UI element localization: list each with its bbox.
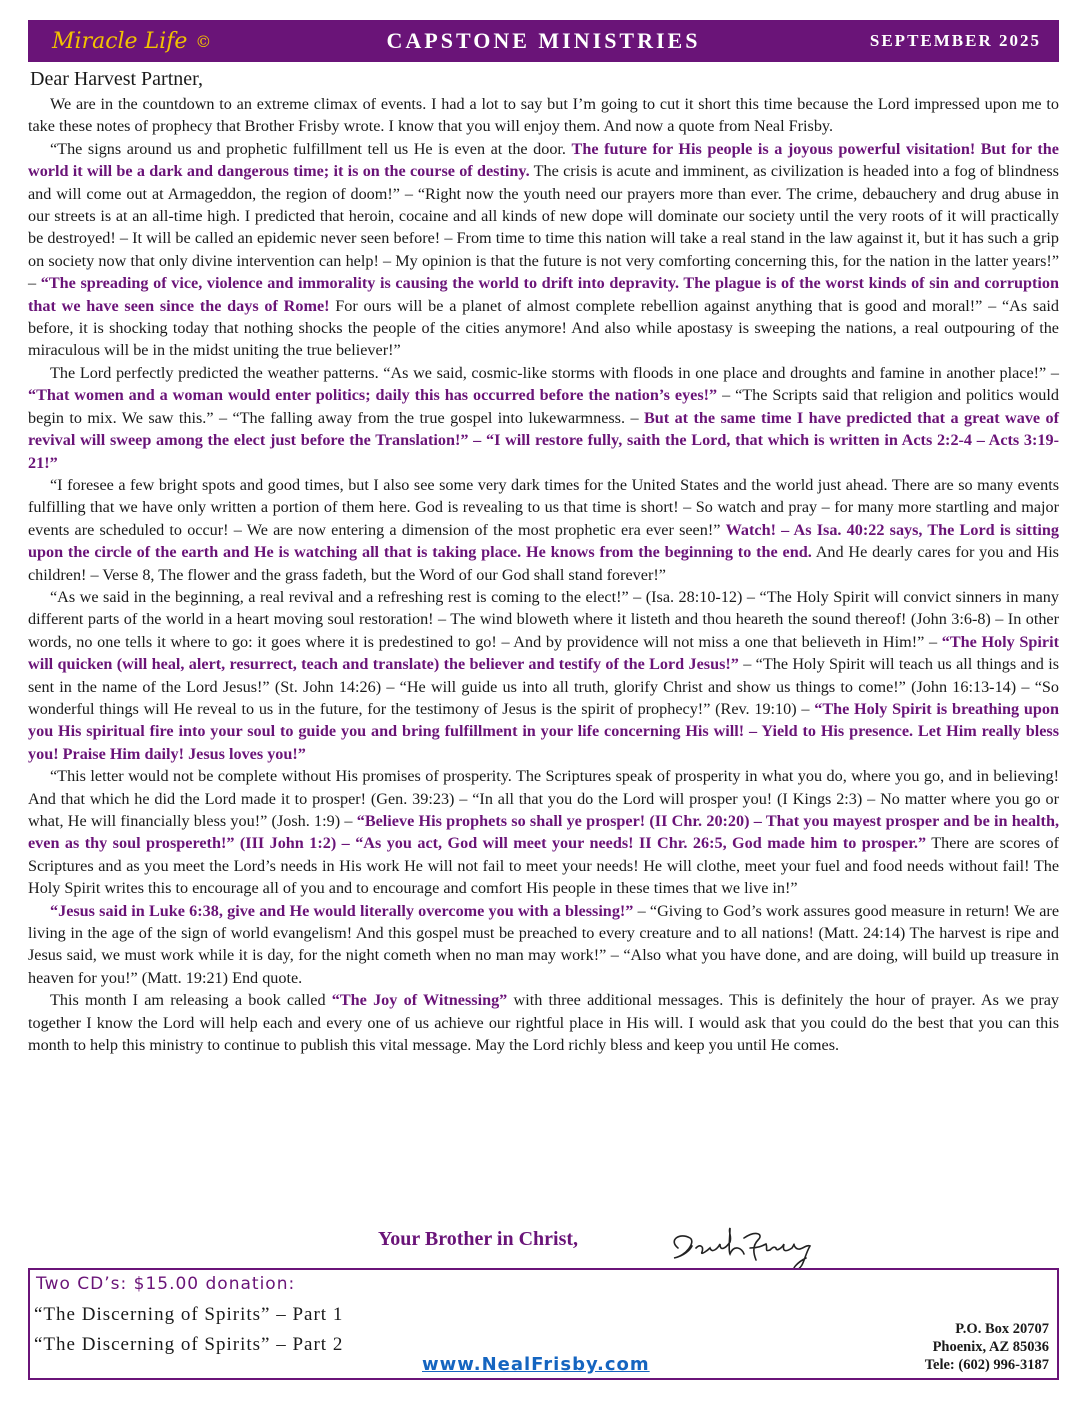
paragraph-text: This month I am releasing a book called: [50, 991, 332, 1010]
paragraph-text: with three additional messages. This is definitely the hour of prayer. As we pray together I know the Lord will help each and every one of us achieve our rightful place in His will. I would ask that you could do the best that you can this month to help this ministry to continue to publish this vital message. May the Lord richly bless and keep you until He comes.: [28, 991, 1059, 1055]
paragraph-text: We are in the countdown to an extreme climax of events. I had a lot to say but I’m going to cut it short this time because the Lord impressed upon me to take these notes of prophecy that Brother Frisby wrote. I know that you will enjoy them. And now a quote from Neal Frisby.: [28, 95, 1059, 136]
paragraph-text: The Lord perfectly predicted the weather patterns. “As we said, cosmic-like storms with floods in one place and droughts and famine in another place!” –: [50, 363, 1059, 382]
cd-item-1: “The Discerning of Spirits” – Part 1: [34, 1304, 344, 1325]
footer-box: [28, 1268, 1059, 1380]
highlighted-quote: “Believe His prophets so shall ye prosper! (II Chr. 20:20) – That you mayest prosper and be in health, even as thy soul prospereth!” (III John 1:2) – “As you act, God will meet your needs! II Chr. 26:5, God made him to prosper.”: [28, 812, 1059, 853]
letter-paragraphs: [28, 93, 1059, 1056]
header-bar: [28, 20, 1059, 62]
highlighted-quote: “The Joy of Witnessing”: [331, 991, 508, 1010]
paragraph-text: – “The Scripts said that religion and politics would begin to mix. We saw this.” – “The falling away from the true gospel into lukewarmness. –: [28, 386, 1059, 427]
address-line: Phoenix, AZ 85036: [932, 1339, 1049, 1355]
handwritten-signature: [660, 1226, 860, 1270]
organization-title: CAPSTONE MINISTRIES: [386, 28, 701, 53]
paragraph: [28, 138, 1059, 362]
highlighted-quote: “The Holy Spirit will quicken (will heal, alert, resurrect, teach and translate) the believer and testify of the Lord Jesus!”: [28, 632, 1059, 674]
highlighted-quote: Watch! – As Isa. 40:22 says, The Lord is sitting upon the circle of the earth and He is watching all that is taking place. He knows from the beginning to the end.: [28, 520, 1060, 562]
paragraph-text: “This letter would not be complete without His promises of prosperity. The Scriptures speak of prosperity in what you do, where you go, and in believing! And that which he did the Lord made it to prosper! (Gen. 39:23) – “In all that you do the Lord will prosper you! (I Kings 2:3) – No matter where you go or what, He will financially bless you!” (Josh. 1:9) –: [28, 767, 1059, 830]
highlighted-quote: “The spreading of vice, violence and immorality is causing the world to drift into depravity. The plague is of the worst kinds of sin and corruption that we have seen since the days of Rome!: [28, 274, 1060, 315]
paragraph: [28, 362, 1059, 474]
highlighted-quote: “That women and a woman would enter politics; daily this has occurred before the nation’s eyes!”: [28, 386, 718, 405]
paragraph-text: “I foresee a few bright spots and good times, but I also see some very dark times for the United States and the world just ahead. There are so many events fulfilling that we have only written a portion of them here. God is revealing to us that time is short! – So watch and pray – for many more startling and major events are scheduled to occur! – We are now entering a dimension of the most prophetic era ever seen!”: [28, 475, 1059, 539]
paragraph: [28, 474, 1059, 586]
address-line: Tele: (602) 996-3187: [924, 1357, 1049, 1373]
website-link[interactable]: www.NealFrisby.com: [422, 1354, 650, 1375]
paragraph-text: And He dearly cares for you and His children! – Verse 8, The flower and the grass fadeth, but the Word of our God shall stand forever!”: [28, 543, 1059, 584]
brand-name: Miracle Life: [52, 28, 188, 54]
highlighted-quote: “The Holy Spirit is breathing upon you His spiritual fire into your soul to guide you and bring fulfillment in your life concerning His will! – Yield to His presence. Let Him really bless you! Praise Him daily! Jesus loves you!”: [28, 699, 1059, 763]
paragraph-text: For ours will be a planet of almost complete rebellion against anything that is good and moral!” – “As said before, it is shocking today that nothing shocks the people of the cities anymore! And also while apostasy is sweeping the nations, a real outpouring of the miraculous will be in the midst uniting the true believer!”: [28, 296, 1059, 360]
paragraph: [28, 93, 1059, 138]
paragraph-text: The crisis is acute and imminent, as civilization is headed into a fog of blindness and will come out at Armageddon, the region of doom!” – “Right now the youth need our prayers more than ever. The crime, debauchery and drug abuse in our streets is at an all-time high. I predicted that heroin, cocaine and all kinds of new dope will dominate our society until the very roots of it will practically be destroyed! – It will be called an epidemic never seen before! – From time to time this nation will take a real stand in the law against it, but it has such a grip on society now that only divine intervention can help! – My opinion is that the future is not very comforting concerning this, for the nation in the latter years!” –: [28, 162, 1059, 293]
paragraph: [28, 989, 1059, 1056]
paragraph-text: – “The Holy Spirit will teach us all things and is sent in the name of the Lord Jesus!” (St. John 14:26) – “He will guide us into all truth, glorify Christ and show us things to come!” (John 16:13-14) – “So wonderful things will He reveal to us in the future, for the testimony of Jesus is the spirit of prophecy!” (Rev. 19:10) –: [28, 655, 1059, 718]
letter-body: [28, 68, 1059, 1056]
copyright-symbol: ©: [195, 31, 212, 51]
mailing-address: [925, 1320, 1049, 1374]
highlighted-quote: But at the same time I have predicted that a great wave of revival will sweep among the elect just before the Translation!” – “I will restore fully, saith the Lord, that which is written in Acts 2:2-4 – Acts 3:19-21!”: [28, 408, 1060, 472]
closing-line: Your Brother in Christ,: [378, 1228, 579, 1250]
paragraph-text: “As we said in the beginning, a real revival and a refreshing rest is coming to the elect!” – (Isa. 28:10-12) – “The Holy Spirit will convict sinners in many different parts of the world in a heart moving soul restoration! – The wind bloweth where it listeth and thou heareth the sound thereof! (John 3:6-8) – In other words, no one tells it where to go: it goes where it is predestined to go! – And by providence will not miss a one that believeth in Him!” –: [28, 587, 1059, 651]
cd-item-2: “The Discerning of Spirits” – Part 2: [34, 1334, 344, 1355]
paragraph: [28, 765, 1059, 899]
paragraph-text: “The signs around us and prophetic fulfillment tell us He is even at the door.: [50, 139, 572, 158]
highlighted-quote: The future for His people is a joyous powerful visitation! But for the world it will be a dark and dangerous time; it is on the course of destiny.: [28, 139, 1059, 181]
issue-date: SEPTEMBER 2025: [869, 31, 1041, 50]
greeting: Dear Harvest Partner,: [30, 68, 204, 90]
paragraph: [28, 900, 1059, 990]
paragraph-text: – “Giving to God’s work assures good measure in return! We are living in the age of the sign of world evangelism! And this gospel must be preached to every creature and to all nations! (Matt. 24:14) The harvest is ripe and Jesus said, we must work while it is day, for the night cometh when no man may work!” – “Also what you have done, and are doing, will build up treasure in heaven for you!” (Matt. 19:21) End quote.: [28, 901, 1060, 987]
offer-text: Two CD’s: $15.00 donation:: [36, 1274, 296, 1294]
address-line: P.O. Box 20707: [955, 1321, 1049, 1337]
paragraph-text: There are scores of Scriptures and as you meet the Lord’s needs in His work He will not fail to meet your needs! He will clothe, meet your fuel and food needs without fail! The Holy Spirit writes this to encourage all of you and to encourage and comfort His people in these times that we live in!”: [28, 834, 1059, 898]
highlighted-quote: “Jesus said in Luke 6:38, give and He would literally overcome you with a blessing!”: [50, 901, 634, 920]
paragraph: [28, 586, 1059, 765]
